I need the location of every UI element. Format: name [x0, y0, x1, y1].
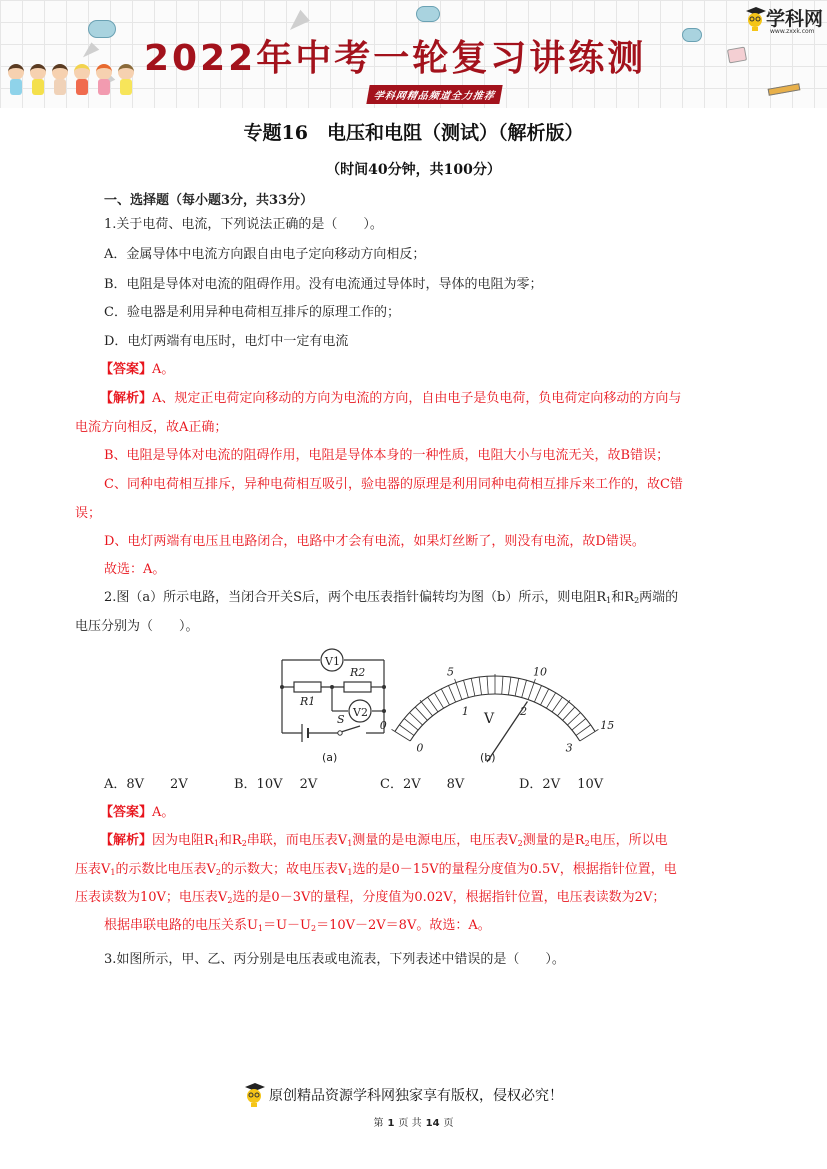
answer-value: A。 — [152, 805, 175, 820]
dial-tick — [563, 707, 575, 720]
page-suffix: 页 — [443, 1118, 454, 1129]
q1-option-c: C．验电器是利用异种电荷相互排斥的原理工作的； — [104, 305, 400, 320]
dial-tick — [479, 677, 481, 695]
subscript: 2 — [227, 896, 233, 905]
logo-text: 学科网 — [766, 7, 824, 30]
q2-option-b: B．10V 2V — [234, 777, 318, 792]
q1-analysis-line — [100, 390, 681, 408]
analysis-text: ＝10V－2V＝8V。故选：A。 — [316, 918, 491, 933]
stem-text: 两端的 — [639, 590, 679, 605]
label-v2: V2 — [353, 706, 368, 719]
q2-analysis-line — [75, 889, 665, 910]
page-mid: 页 共 — [398, 1118, 422, 1129]
dial-tick — [546, 693, 555, 708]
dial-tick — [420, 700, 432, 716]
analysis-text: 根据串联电路的电压关系U — [104, 918, 258, 933]
q1-analysis-line: D、电灯两端有电压且电路闭合，电路中才会有电流，如果灯丝断了，则没有电流，故D错误。 — [104, 534, 645, 549]
dial-tick — [576, 725, 591, 736]
q3-stem: 3.如图所示，甲、乙、丙分别是电压表或电流表，下列表述中错误的是（ ）。 — [104, 952, 565, 967]
analysis-text: 的示数大；故电压表V — [220, 862, 348, 877]
answer-label: 【答案】 — [100, 805, 153, 820]
cloud-icon — [682, 28, 702, 42]
dial-tick — [522, 680, 527, 697]
page-total: 14 — [425, 1118, 440, 1129]
q2-option-d: D．2V 10V — [519, 777, 604, 792]
analysis-label: 【解析】 — [100, 391, 153, 406]
subscript: 2 — [584, 839, 590, 848]
outer-scale-10: 10 — [533, 665, 548, 679]
outer-scale-0: 0 — [379, 719, 387, 733]
analysis-text: 压表读数为10V；电压表V — [75, 890, 228, 905]
label-r1: R1 — [300, 695, 316, 708]
dial-tick — [415, 707, 427, 720]
q2-analysis-line — [75, 861, 677, 882]
q2-option-c: C．2V 8V — [380, 777, 465, 792]
caption-b: (b) — [480, 751, 496, 764]
analysis-text: 选的是0－3V的量程，分度值为0.02V，根据指针位置，电压表读数为2V； — [232, 890, 666, 905]
q2-analysis-line — [100, 832, 668, 853]
mascot-icon — [744, 6, 766, 32]
subscript: 2 — [634, 596, 640, 605]
q1-option-a: A．金属导体中电流方向跟自由电子定向移动方向相反； — [104, 247, 426, 262]
outer-scale-15: 15 — [600, 719, 615, 733]
stem-text: 和R — [611, 590, 635, 605]
dial-tick — [464, 680, 469, 697]
dial-tick — [410, 713, 423, 725]
inner-scale-3: 3 — [565, 741, 573, 755]
analysis-text: 测量的是R — [522, 833, 585, 848]
header-banner — [0, 0, 827, 108]
banner-tagline: 学科网精品频道全力推荐 — [366, 85, 502, 104]
eraser-icon — [727, 47, 747, 64]
subscript: 1 — [257, 924, 264, 933]
outer-scale-5: 5 — [446, 665, 454, 679]
section-heading: 一、选择题（每小题3分，共33分） — [104, 193, 314, 208]
page-number — [0, 1114, 827, 1129]
pencil-icon — [768, 83, 801, 95]
cloud-icon — [88, 20, 116, 38]
dial-tick — [449, 686, 456, 703]
voltmeter-dial — [379, 644, 615, 770]
analysis-text: 因为电阻R — [152, 833, 214, 848]
q2-stem — [104, 589, 678, 610]
q1-analysis-line: 误； — [75, 506, 102, 521]
dial-tick — [552, 697, 562, 712]
q2-answer — [100, 804, 174, 822]
subscript: 1 — [110, 868, 116, 877]
dial-tick — [557, 700, 569, 716]
q1-analysis-line: 电流方向相反，故A正确； — [75, 420, 228, 435]
q1-option-d: D．电灯两端有电压时，电灯中一定有电流 — [104, 334, 349, 349]
page-subtitle: （时间40分钟，共100分） — [326, 162, 501, 178]
analysis-label: 【解析】 — [100, 833, 153, 848]
page-title: 专题16 电压和电阻（测试）（解析版） — [243, 122, 584, 144]
subscript: 2 — [517, 839, 523, 848]
q1-analysis-line: 故选：A。 — [104, 562, 166, 577]
dial-tick — [399, 725, 414, 736]
q1-option-b: B．电阻是导体对电流的阻碍作用。没有电流通过导体时，导体的电阻为零； — [104, 277, 543, 292]
q2-option-a: A．8V 2V — [104, 777, 188, 792]
stem-text: 2.图（a）所示电路，当闭合开关S后，两个电压表指针偏转均为图（b）所示，则电阻R — [104, 590, 607, 605]
dial-tick — [515, 678, 519, 696]
subscript: 2 — [241, 839, 247, 848]
paper-plane-icon — [79, 41, 100, 58]
analysis-text: 选的是0－15V的量程分度值为0.5V，根据指针位置，电 — [352, 862, 677, 877]
dial-tick — [541, 689, 549, 705]
dial-tick — [572, 719, 586, 731]
dial-tick — [502, 676, 503, 694]
analysis-text: 测量的是电源电压，电压表V — [352, 833, 518, 848]
logo-url: www.zxxk.com — [770, 28, 815, 35]
copyright-notice — [243, 1082, 563, 1108]
page-current: 1 — [387, 1118, 395, 1129]
analysis-text: 的示数比电压表V — [115, 862, 216, 877]
page-prefix: 第 — [373, 1118, 384, 1129]
answer-value: A。 — [152, 362, 175, 377]
subscript: 2 — [215, 868, 221, 877]
dial-tick — [487, 676, 488, 694]
subscript: 1 — [347, 839, 353, 848]
dial-tick — [567, 713, 580, 725]
label-v1: V1 — [325, 655, 340, 668]
analysis-text: A、规定正电荷定向移动的方向为电流的方向，自由电子是负电荷，负电荷定向移动的方向与 — [152, 391, 682, 406]
inner-scale-2: 2 — [520, 704, 528, 718]
subscript: 1 — [213, 839, 219, 848]
mascot-icon — [243, 1082, 265, 1108]
dial-tick — [434, 693, 443, 708]
analysis-text: 串联，而电压表V — [246, 833, 348, 848]
dial-tick — [404, 719, 418, 731]
analysis-text: 和R — [218, 833, 242, 848]
copyright-text: 原创精品资源学科网独家享有版权，侵权必究！ — [269, 1088, 563, 1104]
banner-title: 2022年中考一轮复习讲练测 — [144, 38, 647, 79]
analysis-text: 电压，所以电 — [589, 833, 668, 848]
dial-tick — [428, 697, 438, 712]
subscript: 1 — [347, 868, 353, 877]
q2-stem-line2: 电压分别为（ ）。 — [75, 619, 199, 634]
q1-analysis-line: C、同种电荷相互排斥，异种电荷相互吸引，验电器的原理是利用同种电荷相互排斥来工作的，故C错 — [104, 477, 683, 492]
label-s: S — [337, 713, 345, 726]
analysis-text: 压表V — [75, 862, 111, 877]
dial-tick — [471, 678, 475, 696]
q1-answer — [100, 361, 174, 379]
answer-label: 【答案】 — [100, 362, 153, 377]
label-r2: R2 — [350, 666, 366, 679]
inner-scale-0: 0 — [416, 741, 424, 755]
dial-tick — [441, 689, 449, 705]
dial-tick — [508, 677, 510, 695]
inner-scale-1: 1 — [461, 704, 469, 718]
circuit-diagram — [270, 644, 410, 770]
unit-label: V — [484, 711, 495, 727]
kids-illustration — [6, 64, 136, 102]
q1-stem: 1.关于电荷、电流，下列说法正确的是（ ）。 — [104, 217, 383, 232]
q2-analysis-line — [104, 917, 491, 938]
cloud-icon — [416, 6, 440, 22]
subscript: 1 — [606, 596, 612, 605]
caption-a: (a) — [322, 751, 338, 764]
q1-analysis-line: B、电阻是导体对电流的阻碍作用，电阻是导体本身的一种性质，电阻大小与电流无关，故B错误； — [104, 448, 670, 463]
dial-tick — [534, 686, 541, 703]
paper-plane-icon — [284, 8, 310, 30]
subscript: 2 — [310, 924, 317, 933]
site-logo[interactable] — [744, 6, 824, 35]
analysis-text: ＝U－U — [263, 918, 311, 933]
